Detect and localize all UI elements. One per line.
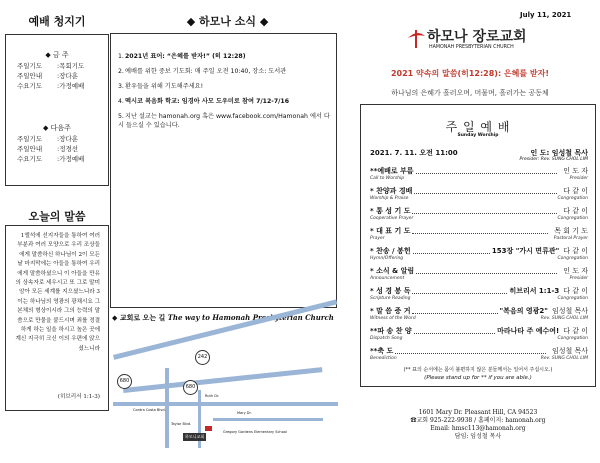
this-week-list [17,61,107,91]
service-item: * 찬양과 경배 다 같 이 Worship & Praise Congregation [370,187,588,201]
news-item-3: 3.환우들을 위해 기도해주세요! [118,83,204,90]
church-name-en: HAMONAH PRESBYTERIAN CHURCH [429,45,514,50]
church-phone-web: ☎교회 925-222-9938 / 홈페이지: hamonah.org [410,417,546,424]
prayer-steward-title: 예배 청지기 [28,15,86,28]
news-item-5: 5.지난 설교는 hamonah.org 혹은 www.facebook.com/Hamonah 에서 다시 들으실 수 있습니다. [118,113,330,129]
news-item-4: 4.멕시코 복음화 학교: 임경아 사모 도우미로 참여 7/12-7/16 [118,98,290,105]
list-item: 주일안내 : 장다훈 [17,72,79,80]
road-label: Contra Costa Blvd. [133,408,166,412]
hwy-242-sign: 242 [195,350,210,365]
todays-word-text: 1엘석에 선지자들을 통하여 여러 부분과 여러 모양으로 우리 조상들에게 말씀하신 하나님이 2이 모든 날 마지막에는 아들을 통하여 우리에게 말씀하셨으니 이 아들을 만유의 상속자로 세우시고 또 그로 말미암아 모든 세계를 지으셨느니라 3이는 하나님의 영광의 광채시요 그 본체의 형상이시라 그의 능력의 말씀으로 만물을 붙드시며 죄를 정결하게 하는 일을 하시고 높은 곳에 계신 지극히 크신 이의 우편에 앉으셨느니라 [15,233,100,352]
road-label: Ruth Dr. [205,394,220,398]
hwy-680-sign: 680 [183,380,198,395]
service-item: * 찬송 / 봉헌 153장 "가시 면류관" 다 같 이 Hymn/Offering Congregation [370,247,588,261]
service-date: 2021. 7. 11. 오전 11:00 [370,149,458,157]
church-vision: 하나님의 은혜가 흘러오며, 머물며, 흘러가는 공동체 [391,89,549,97]
school-label: Gregory Gardens Elementary School [223,430,287,434]
news-title: ◆ 하모나 소식 ◆ [186,15,269,28]
church-pastor: 담임: 임성철 목사 [454,433,502,440]
list-item: 수요기도 : 가정예배 [17,155,85,163]
service-item: * 말 씀 증 거 "복음의 영광2" 임성철 목사 Witness of the Word Rev. SUNG CHOL LIM [370,307,588,321]
church-marker [205,426,212,431]
next-week-list [17,134,107,164]
list-item: 수요기도 : 가정예배 [17,82,85,90]
church-label: 하모니교회 [185,434,205,439]
news-item-1: 1.2021년 표어: “은혜를 받자!” (히 12:28) [118,53,246,60]
road-label: Mary Dr. [237,411,252,415]
church-name-ko: 하모나 장로교회 [427,29,527,45]
bulletin-date: July 11, 2021 [520,11,572,19]
service-item: * 성 경 봉 독 히브리서 1:1-3 다 같 이 Scripture Reading Congregation [370,287,588,301]
list-item: 주일기도 : 목회기도 [17,62,85,70]
news-list [118,52,332,136]
this-week-label: ◆ 금 주 [45,51,69,59]
hwy-680-sign: 680 [117,374,132,389]
service-subtitle: Sunday Worship [457,133,499,138]
map-road [113,299,337,359]
map-title: ◆ 교회로 오는 길 The way to Hamonah Presbyterian Church [112,313,334,322]
stand-note-en: (Please stand up for ** if you are able.) [424,375,532,381]
church-email: Email: hmsc113@hamonah.org [430,425,526,432]
service-item: **예배로 부름 인 도 자 Call to Worship Presider [370,167,588,181]
service-item: **축 도 임성철 목사 Benediction Rev. SUNG CHOL LIM [370,347,588,361]
service-item: * 통 성 기 도 다 같 이 Cooperative Prayer Congregation [370,207,588,221]
todays-word-ref: (히브리서 1:1-3) [57,394,100,400]
service-item: **파 송 찬 양 마라나타 주 예수여! 다 같 이 Dispatch Song Congregation [370,327,588,341]
map-road [113,402,338,406]
service-preacher-en: Presider: Rev. SUNG CHOL LIM [519,157,588,162]
todays-word-title: 오늘의 말씀 [28,210,86,223]
service-item: * 대 표 기 도 목 회 기 도 Prayer Pastoral Prayer [370,227,588,241]
map-road [213,418,323,421]
service-title: 주 일 예 배 [445,120,511,134]
map-road [123,367,322,393]
road-label: Taylor Blvd. [171,422,192,426]
next-week-label: ◆ 다음주 [43,124,71,132]
news-item-2: 2.예배를 위한 중보 기도회: 매 주일 오전 10:40, 장소: 도서관 [118,68,287,75]
list-item: 주일안내 : 정경선 [17,145,79,153]
service-preacher: 인 도: 임성철 목사 [530,149,588,157]
map-area [113,330,335,448]
church-motto: 2021 약속의 말씀(히12:28): 은혜를 받자! [390,69,550,78]
footer-contact [360,409,596,441]
phone-icon: ☎ [410,417,417,424]
service-item: * 소식 & 알림 인 도 자 Announcement Presider [370,267,588,281]
cross-dove-icon [405,26,427,50]
stand-note-ko: (** 표의 순서에는 몸이 불편하지 않은 분들께서는 일어서 주십시오.) [403,367,553,373]
list-item: 주일기도 : 장다훈 [17,135,79,143]
church-logo [405,24,565,62]
church-address: 1601 Mary Dr. Pleasant Hill, CA 94523 [418,409,538,416]
